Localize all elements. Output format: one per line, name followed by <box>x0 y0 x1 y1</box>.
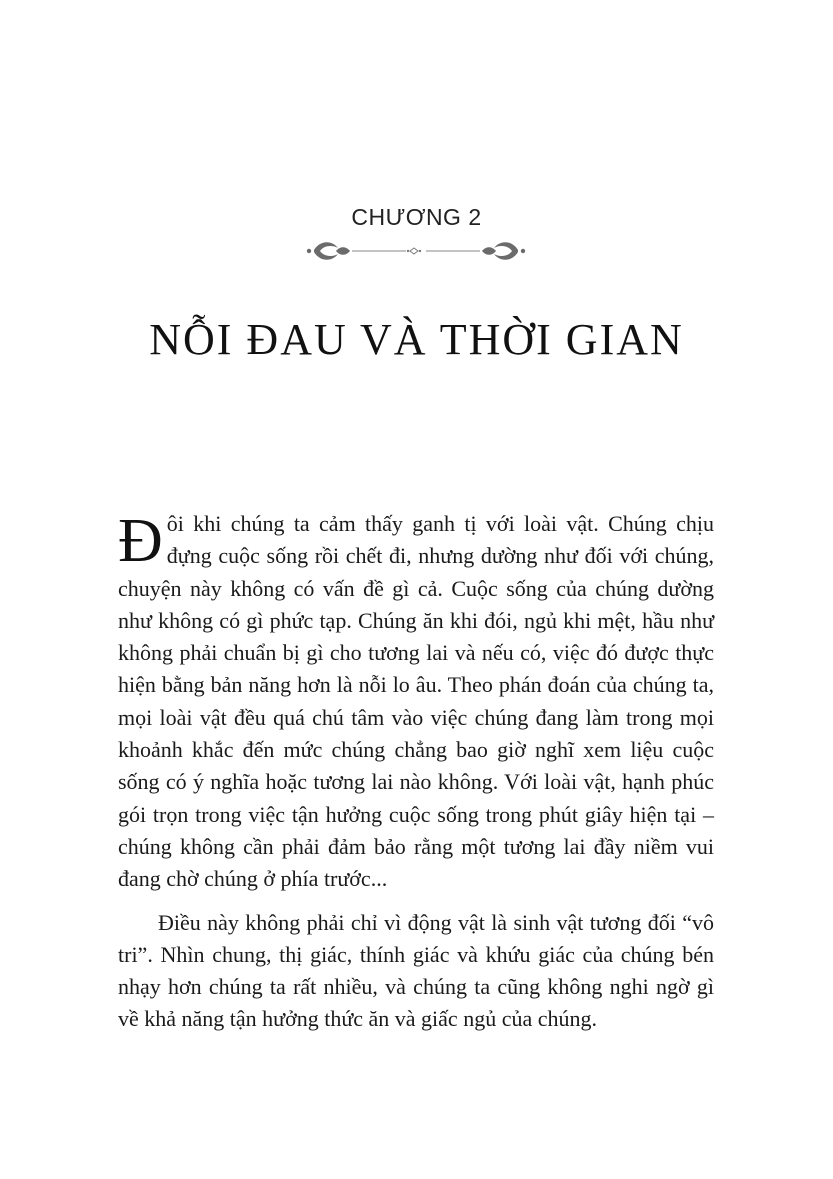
ornament-divider <box>306 236 526 266</box>
drop-cap: Đ <box>118 507 163 575</box>
paragraph-1-text: ôi khi chúng ta cảm thấy ganh tị với loài vật. Chúng chịu đựng cuộc sống rồi chết đi, nhưng dường như đối với chúng, chuyện này không có vấn đề gì cả. Cuộc sống của chúng dường như không có gì phức tạp. Chúng ăn khi đói, ngủ khi mệt, hầu như không phải chuẩn bị gì cho tương lai và nếu có, việc đó được thực hiện bằng bản năng hơn là nỗi lo âu. Theo phán đoán của chúng ta, mọi loài vật đều quá chú tâm vào việc chúng đang làm trong mọi khoảnh khắc đến mức chúng chẳng bao giờ nghĩ xem liệu cuộc sống có ý nghĩa hoặc tương lai nào không. Với loài vật, hạnh phúc gói trọn trong việc tận hưởng cuộc sống trong phút giây hiện tại – chúng không cần phải đảm bảo rằng một tương lai đầy niềm vui đang chờ chúng ở phía trước... <box>118 511 714 892</box>
paragraph-2: Điều này không phải chỉ vì động vật là sinh vật tương đối “vô tri”. Nhìn chung, thị giác, thính giác và khứu giác của chúng bén nhạy hơn chúng ta rất nhiều, và chúng ta cũng không nghi ngờ gì về khả năng tận hưởng thức ăn và giấc ngủ của chúng. <box>118 909 714 1032</box>
body-text <box>118 508 714 1036</box>
chapter-title: NỖI ĐAU VÀ THỜI GIAN <box>149 315 684 364</box>
chapter-label: CHƯƠNG 2 <box>351 204 482 230</box>
paragraph-1 <box>118 508 714 896</box>
